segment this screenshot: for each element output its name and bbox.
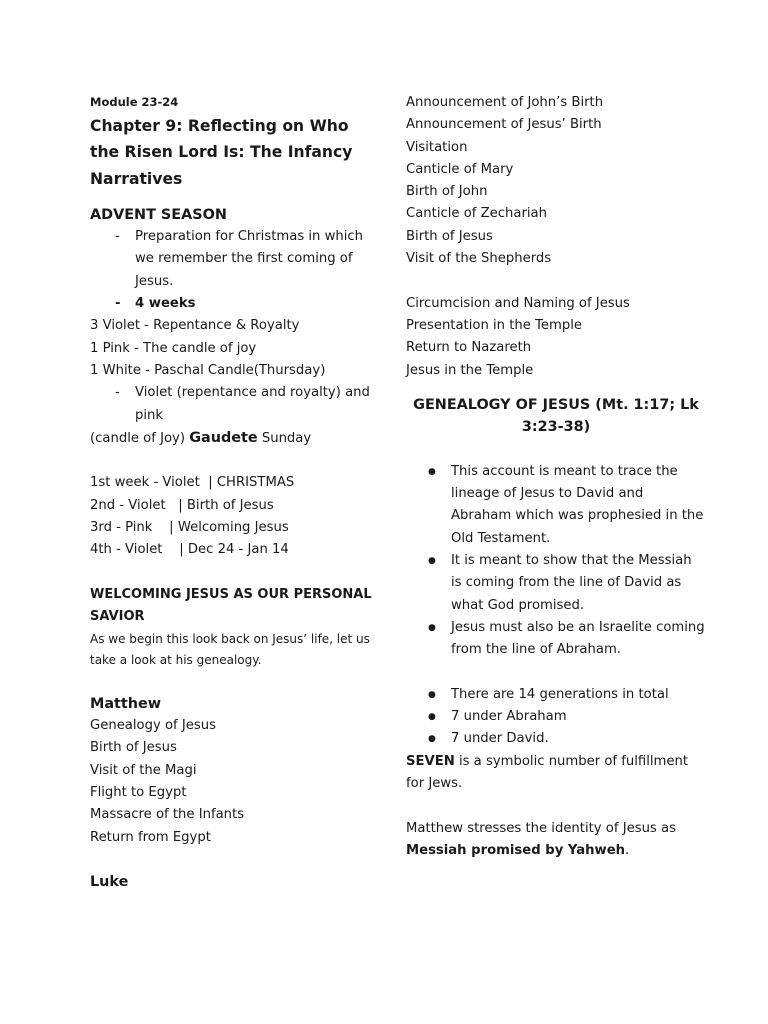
list-item: Visit of the Magi: [90, 762, 197, 778]
matthew-stresses-text: Matthew stresses the identity of Jesus as: [406, 820, 676, 836]
week-line: 3rd - Pink | Welcoming Jesus: [90, 520, 289, 536]
list-item: Massacre of the Infants: [90, 807, 245, 823]
candle-of-joy-prefix: (candle of Joy): [90, 430, 190, 446]
right-column: [406, 92, 706, 862]
list-item: Announcement of Jesus’ Birth: [406, 117, 602, 133]
candle-line: 1 White - Paschal Candle(Thursday): [90, 362, 326, 378]
left-column: [90, 92, 375, 894]
week-line: 2nd - Violet | Birth of Jesus: [90, 497, 274, 513]
bullet-item: ● 7 under Abraham: [406, 706, 706, 728]
bullet-item: ● There are 14 generations in total: [406, 684, 706, 706]
list-item: Return from Egypt: [90, 829, 211, 845]
matthew-stresses-paragraph: [406, 818, 706, 863]
candle-line: 1 Pink - The candle of joy: [90, 340, 257, 356]
chapter-title: Chapter 9: Reflecting on Who the Risen Lord Is: The Infancy Narratives: [90, 117, 353, 188]
advent-heading: ADVENT SEASON: [90, 206, 227, 223]
list-item: Birth of John: [406, 184, 488, 200]
welcoming-text: As we begin this look back on Jesus’ life, let us take a look at his genealogy.: [90, 631, 370, 667]
list-item: Birth of Jesus: [406, 228, 493, 244]
advent-dash-item: - Preparation for Christmas in which we remember the first coming of Jesus.: [90, 226, 375, 293]
welcoming-heading: WELCOMING JESUS AS OUR PERSONAL SAVIOR: [90, 586, 372, 625]
list-item: Announcement of John’s Birth: [406, 95, 604, 110]
candle-line: 3 Violet - Repentance & Royalty: [90, 318, 300, 334]
seven-paragraph: [406, 751, 706, 796]
module-label: Module 23-24: [90, 95, 179, 109]
list-item: Visitation: [406, 139, 468, 155]
bullet-item: ● 7 under David.: [406, 728, 706, 750]
gaudete-line: [90, 427, 375, 450]
period: .: [625, 842, 630, 858]
bullet-item: ● Jesus must also be an Israelite coming from the line of Abraham.: [406, 617, 706, 662]
week-line: 1st week - Violet | CHRISTMAS: [90, 475, 295, 491]
list-item: Canticle of Zechariah: [406, 206, 547, 222]
luke-heading: Luke: [90, 874, 129, 891]
bullet-item: ● It is meant to show that the Messiah is coming from the line of David as what God promised.: [406, 550, 706, 617]
advent-dash-item: - Violet (repentance and royalty) and pink: [90, 382, 375, 427]
list-item: Presentation in the Temple: [406, 317, 582, 333]
list-item: Return to Nazareth: [406, 340, 532, 356]
sunday-word: Sunday: [257, 430, 312, 446]
list-item: Birth of Jesus: [90, 740, 177, 756]
matthew-heading: Matthew: [90, 695, 162, 712]
gaudete-word: Gaudete: [189, 429, 258, 446]
list-item: Visit of the Shepherds: [406, 251, 552, 267]
seven-bold: SEVEN: [406, 753, 455, 769]
bullet-item: ● This account is meant to trace the lineage of Jesus to David and Abraham which was prophesied in the Old Testament.: [406, 461, 706, 550]
seven-rest: is a symbolic number of fulfillment for Jews.: [406, 753, 689, 791]
messiah-promised: Messiah promised by Yahweh: [406, 842, 626, 858]
list-item: Circumcision and Naming of Jesus: [406, 295, 630, 311]
list-item: Genealogy of Jesus: [90, 718, 216, 734]
genealogy-heading: GENEALOGY OF JESUS (Mt. 1:17; Lk 3:23-38): [413, 396, 699, 436]
list-item: Flight to Egypt: [90, 785, 187, 801]
list-item: Jesus in the Temple: [406, 362, 534, 378]
list-item: Canticle of Mary: [406, 161, 514, 177]
advent-dash-item: - 4 weeks: [90, 293, 375, 315]
week-line: 4th - Violet | Dec 24 - Jan 14: [90, 542, 289, 558]
